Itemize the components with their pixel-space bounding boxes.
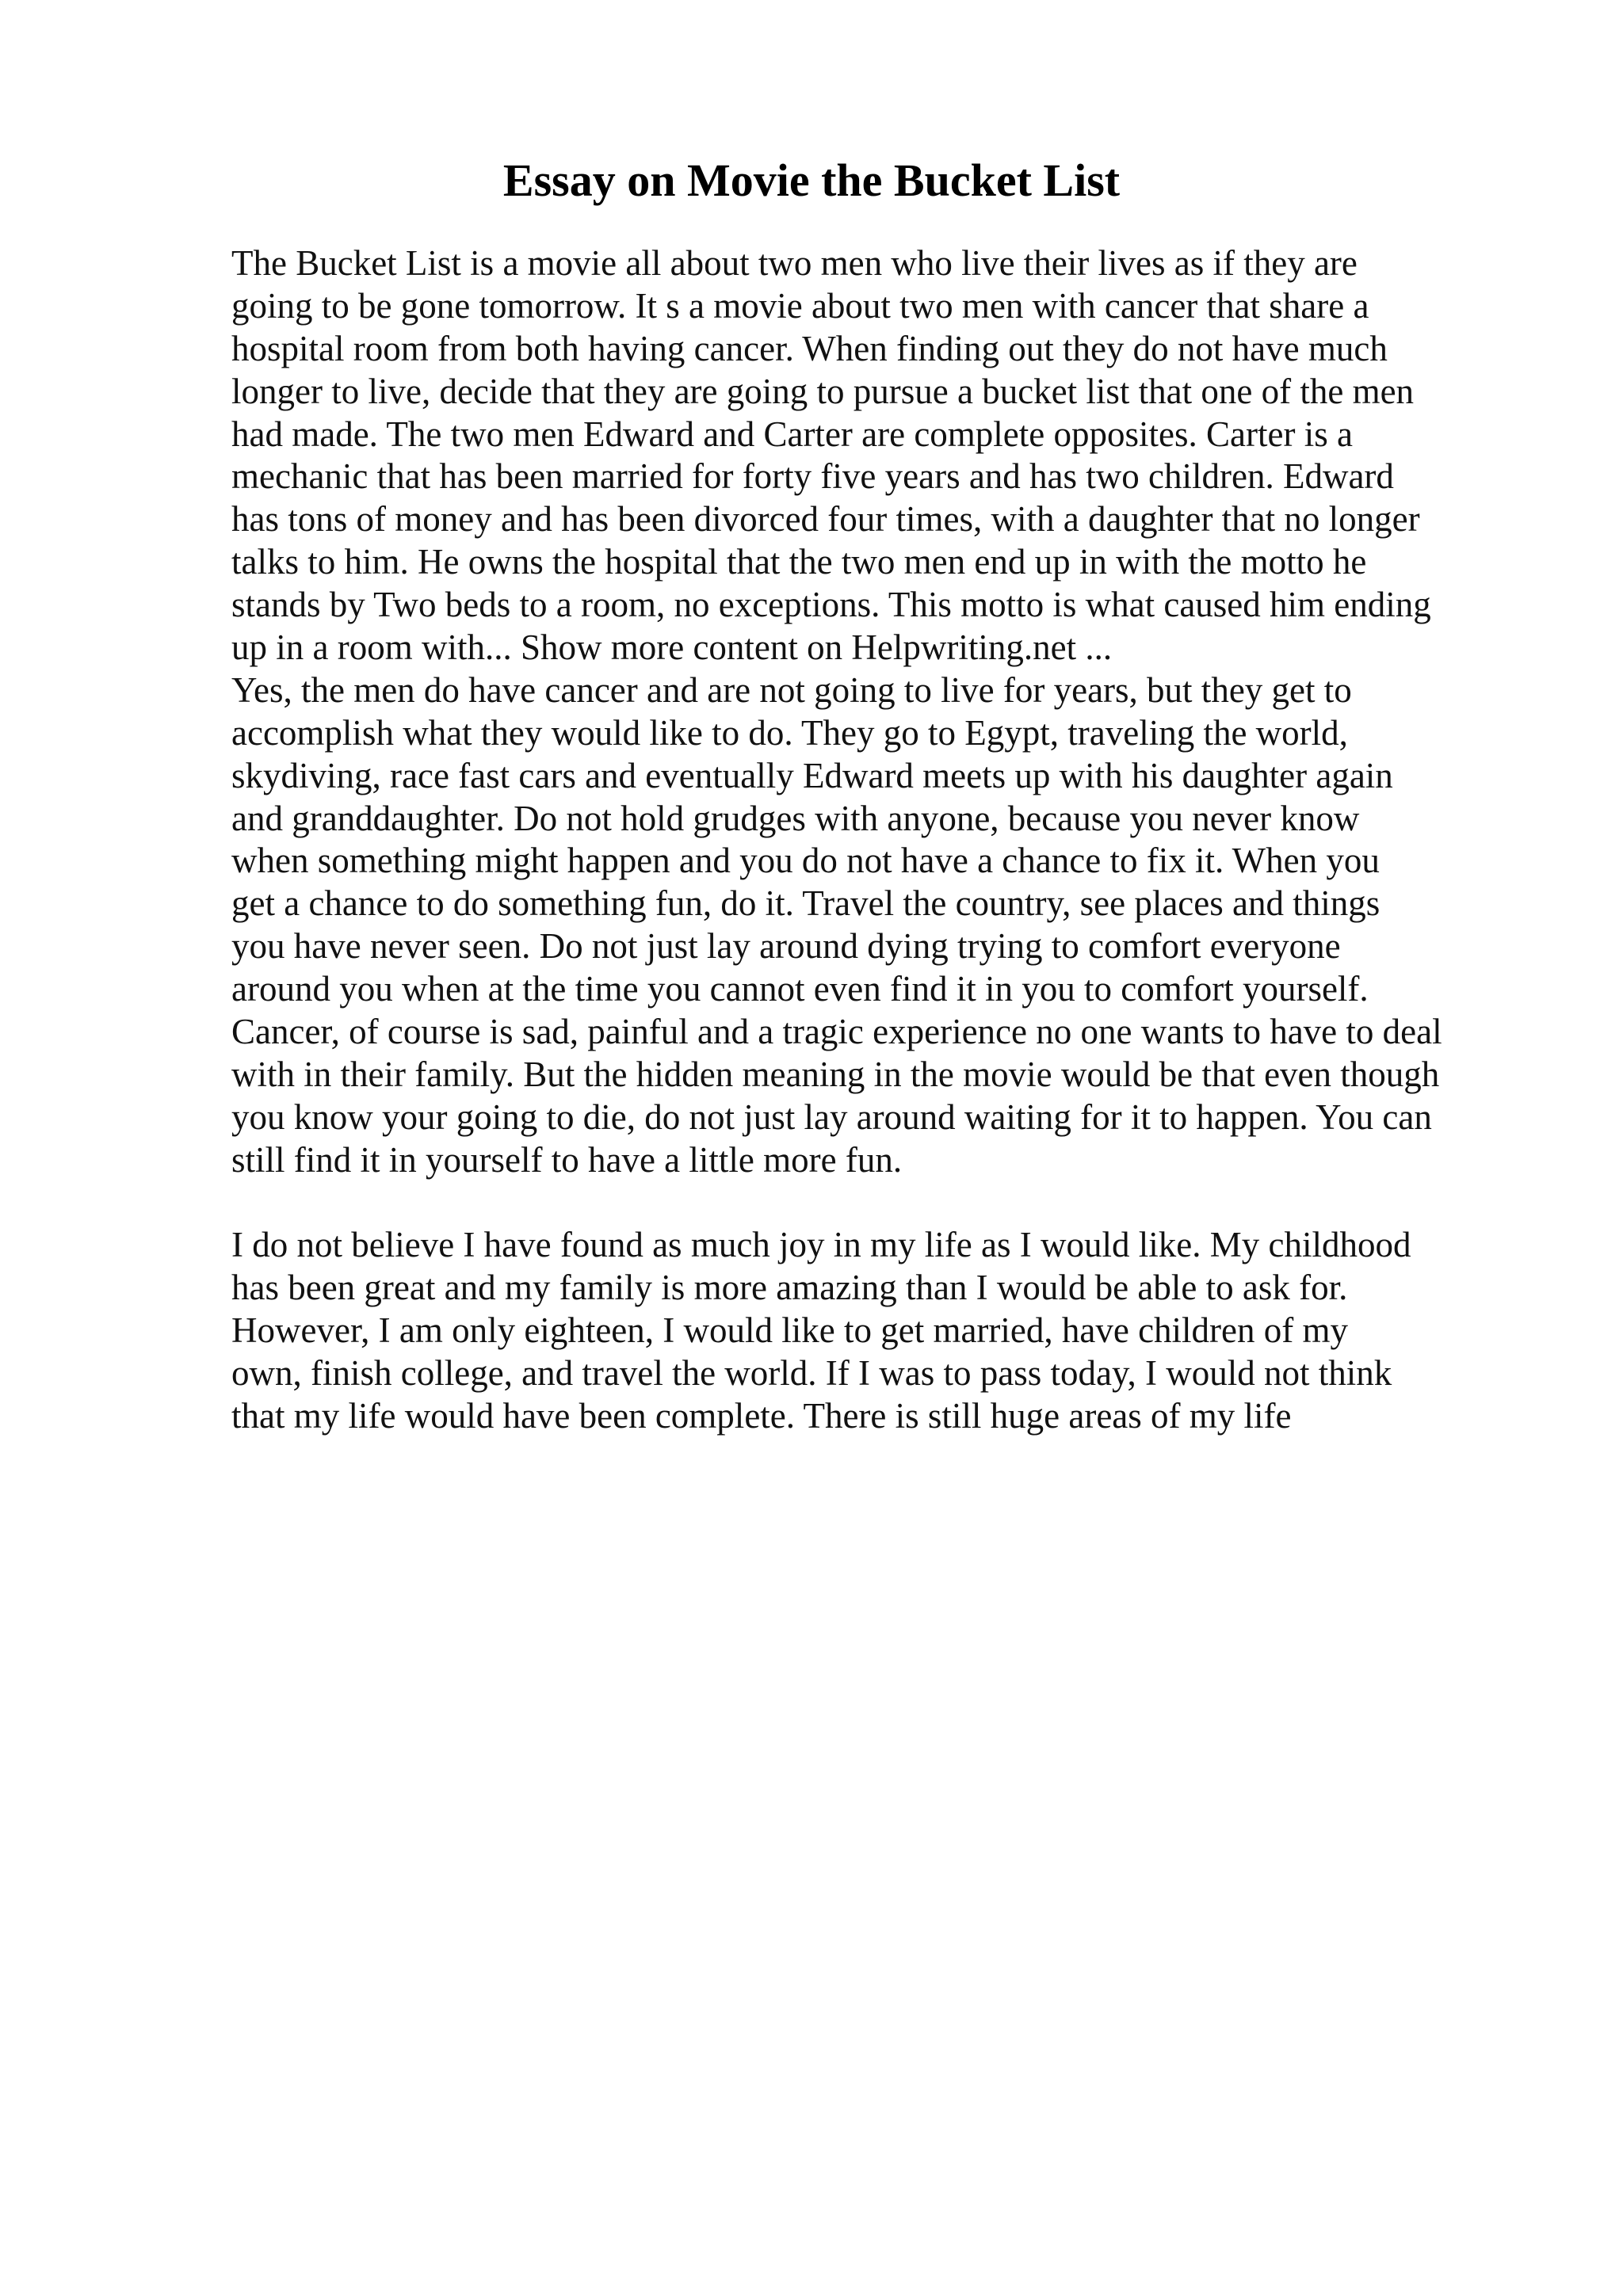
paragraph-3 [231, 1224, 1531, 1437]
text-line: you know your going to die, do not just lay around waiting for it to happen. You can [231, 1097, 1432, 1137]
paragraph-spacer [231, 1182, 1531, 1225]
paragraph-1 [231, 242, 1531, 669]
text-line: stands by Two beds to a room, no exceptions. This motto is what caused him ending [231, 585, 1431, 625]
text-line: However, I am only eighteen, I would like to get married, have children of my [231, 1310, 1348, 1351]
text-line: get a chance to do something fun, do it. Travel the country, see places and things [231, 883, 1381, 924]
text-line: talks to him. He owns the hospital that the two men end up in with the motto he [231, 542, 1367, 582]
text-line: The Bucket List is a movie all about two men who live their lives as if they are [231, 243, 1358, 283]
text-line: had made. The two men Edward and Carter are complete opposites. Carter is a [231, 414, 1353, 454]
document-body [231, 242, 1531, 1438]
text-line: I do not believe I have found as much joy in my life as I would like. My childhood [231, 1225, 1411, 1265]
text-line: skydiving, race fast cars and eventually Edward meets up with his daughter again [231, 755, 1393, 795]
text-line: own, finish college, and travel the world. If I was to pass today, I would not think [231, 1353, 1392, 1394]
text-line: Cancer, of course is sad, painful and a tragic experience no one wants to have to deal [231, 1012, 1442, 1052]
paragraph-2 [231, 669, 1531, 1182]
text-line: around you when at the time you cannot even find it in you to comfort yourself. [231, 969, 1369, 1009]
text-line: hospital room from both having cancer. When finding out they do not have much [231, 328, 1388, 368]
text-line: up in a room with... Show more content on Helpwriting.net ... [231, 627, 1113, 668]
text-line: still find it in yourself to have a little more fun. [231, 1139, 903, 1180]
text-line: mechanic that has been married for forty five years and has two children. Edward [231, 456, 1394, 497]
text-line: has tons of money and has been divorced four times, with a daughter that no longer [231, 499, 1420, 540]
text-line: longer to live, decide that they are going to pursue a bucket list that one of the men [231, 371, 1415, 411]
text-line: accomplish what they would like to do. They go to Egypt, traveling the world, [231, 712, 1348, 753]
document-title: Essay on Movie the Bucket List [502, 154, 1121, 206]
text-line: going to be gone tomorrow. It s a movie about two men with cancer that share a [231, 285, 1369, 326]
text-line: that my life would have been complete. There is still huge areas of my life [231, 1396, 1292, 1436]
text-line: Yes, the men do have cancer and are not going to live for years, but they get to [231, 669, 1352, 710]
text-line: has been great and my family is more amazing than I would be able to ask for. [231, 1268, 1348, 1308]
text-line: when something might happen and you do not have a chance to fix it. When you [231, 841, 1380, 881]
text-line: with in their family. But the hidden meaning in the movie would be that even though [231, 1054, 1440, 1094]
text-line: and granddaughter. Do not hold grudges with anyone, because you never know [231, 798, 1360, 838]
text-line: you have never seen. Do not just lay around dying trying to comfort everyone [231, 926, 1341, 967]
